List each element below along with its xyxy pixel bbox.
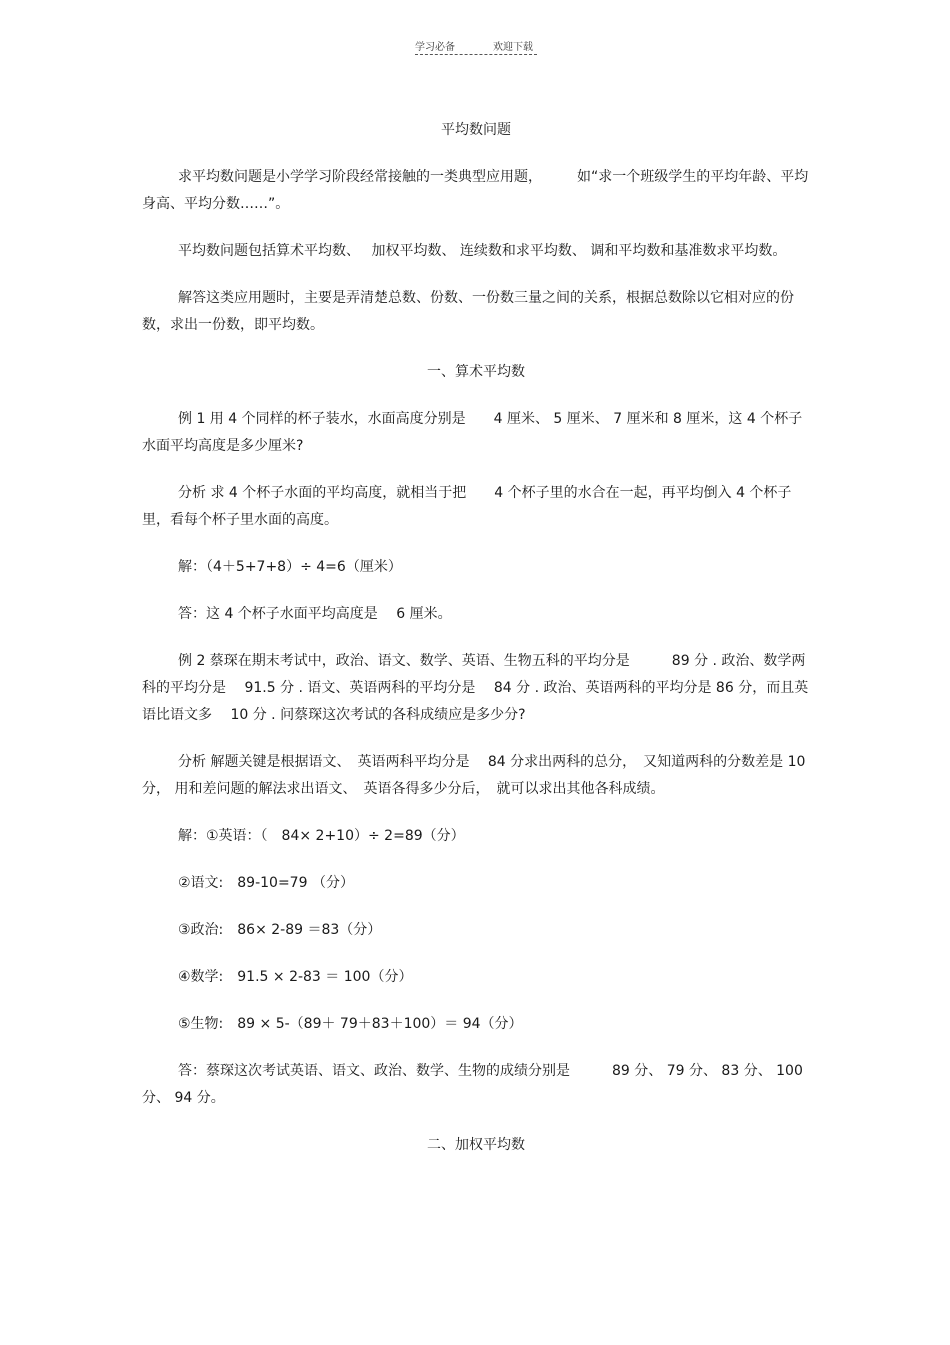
header-right-text: 欢迎下载 [493, 42, 533, 53]
section-heading-arithmetic-mean: 一、算术平均数 [427, 364, 525, 380]
example-1-answer: 答：这 4 个杯子水面平均高度是 6 厘米。 [178, 606, 452, 622]
header-divider [415, 54, 537, 55]
example-2-analysis: 分析 解题关键是根据语文、 英语两科平均分是 84 分求出两科的总分， 又知道两科的分数差是 10 分， 用和差问题的解法求出语文、 英语各得多少分后， 就可以求出其他各科成绩。 [142, 754, 806, 797]
intro-paragraph-3: 解答这类应用题时，主要是弄清楚总数、份数、一份数三量之间的关系，根据总数除以它相对应的份数，求出一份数，即平均数。 [142, 290, 794, 333]
document-body [142, 117, 810, 1159]
example-1-solution: 解：（4＋5+7+8）÷ 4=6（厘米） [178, 559, 402, 575]
example-1-analysis: 分析 求 4 个杯子水面的平均高度，就相当于把 4 个杯子里的水合在一起，再平均倒入 4 个杯子里，看每个杯子里水面的高度。 [142, 485, 792, 528]
example-2-step-5: ⑤生物: 89 × 5-（89＋ 79＋83＋100）＝ 94（分） [178, 1016, 523, 1032]
header-left-text: 学习必备 [415, 42, 455, 53]
intro-paragraph-1: 求平均数问题是小学学习阶段经常接触的一类典型应用题， 如“求一个班级学生的平均年龄、平均身高、平均分数……”。 [142, 169, 809, 212]
intro-paragraph-2: 平均数问题包括算术平均数、 加权平均数、 连续数和求平均数、 调和平均数和基准数求平均数。 [178, 243, 787, 259]
example-2-step-4: ④数学: 91.5 × 2-83 ＝ 100（分） [178, 969, 413, 985]
example-2-question: 例 2 蔡琛在期末考试中，政治、语文、数学、英语、生物五科的平均分是 89 分 . 政治、数学两科的平均分是 91.5 分 . 语文、英语两科的平均分是 84 分 . 政治、英语两科的平均分是 86 分，而且英语比语文多 10 分 . 问蔡琛这次考试的各科成绩应是多少分? [142, 653, 809, 723]
document-title: 平均数问题 [441, 122, 511, 138]
example-2-answer: 答：蔡琛这次考试英语、语文、政治、数学、生物的成绩分别是 89 分、 79 分、 83 分、 100 分、 94 分。 [142, 1063, 803, 1106]
section-heading-weighted-mean: 二、加权平均数 [427, 1137, 525, 1153]
page-header [415, 38, 537, 60]
example-1-question: 例 1 用 4 个同样的杯子装水，水面高度分别是 4 厘米、 5 厘米、 7 厘米和 8 厘米，这 4 个杯子水面平均高度是多少厘米? [142, 411, 803, 454]
example-2-step-1: 解：①英语：（ 84× 2+10）÷ 2=89（分） [178, 828, 465, 844]
example-2-step-2: ②语文: 89-10=79 （分） [178, 875, 354, 891]
example-2-step-3: ③政治: 86× 2-89 ＝83（分） [178, 922, 382, 938]
